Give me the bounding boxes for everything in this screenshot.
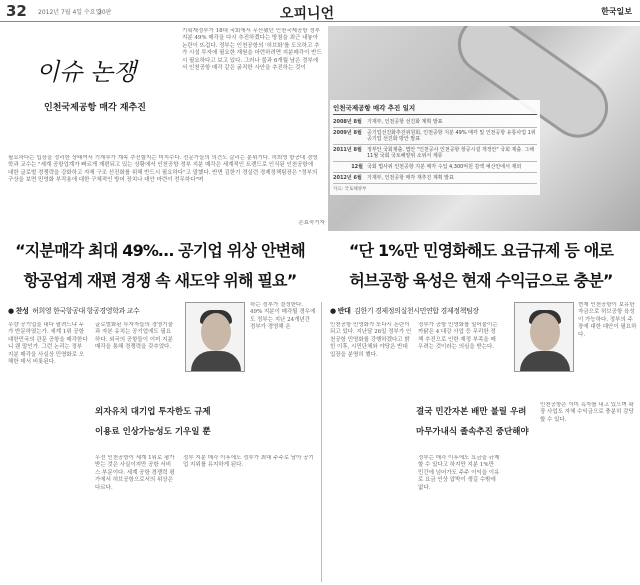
lead-text-continued: 필요하다는 입장을 정리한 상태여서 기재부가 계속 추진할지는 미지수다. 전문가들의 의견도 갈리는 분위기다. 허희영 항공대 경영학과 교수는 "세계 공항업계가 빠르게 재편되고 있는 상황에서 인천공항 정부 지분 매각은 세계적인 트렌드로 인식된 인천공항에 대한 글로벌 경쟁력을 강화하고 자체 구조 선진화를 위해 반드시 필요하다"고 말했다. 반면 김한기 경실련 경제정책팀장은 "정부의 구상을 보면 민영화 부작용에 대한 구체적인 방어 장치나 대안 마련이 전무하다"며 xyxy=(8,155,318,184)
page-number: 32 xyxy=(6,2,27,20)
timeline-title: 인천국제공항 매각 추진 일지 xyxy=(333,103,537,115)
timeline-table xyxy=(330,100,540,195)
left-body-col3: 정부 지분 매각 이후에도 정부가 최대 주주로 남아 공기업 지위를 유지하게 된다. xyxy=(183,455,314,469)
right-headline: “단 1%만 민영화해도 요금규제 등 애로 허브공항 육성은 현재 수익금으로 충분” xyxy=(348,241,614,290)
left-body-col1: 우량 공기업을 내다 팔려느냐 누가 반문하였는가. 세계 1위 공항 대한민국의 관문 공항을 매각한다니 웬 말인가. 그런 논리는 정부 지분 매각을 사실상 민영화로 오해한 데서 비롯된다. xyxy=(8,322,88,366)
left-byline: ● 찬성 허희영 한국항공대 항공경영학과 교수 xyxy=(8,307,140,315)
right-byline: ● 반대 김한기 경제정의실천시민연합 경제정책팀장 xyxy=(330,307,479,315)
timeline-source: 자료: 국토해양부 xyxy=(333,187,367,192)
left-body-col2: 글로벌화된 투자자들의 경영기술과 자본 유치는 공기업에도 필요하다. 외국의 공항들이 이미 지분 매각을 통해 경쟁력을 갖추었다. xyxy=(95,322,173,351)
issue-debate-logo: 이슈 논쟁 xyxy=(36,58,137,86)
right-body-col3: 인천공항은 이미 흑자를 내고 있으며 확장 사업도 자체 수익금으로 충분히 감당할 수 있다. xyxy=(540,402,634,423)
section-title: 오피니언 xyxy=(280,6,335,22)
timeline-row: 2008년 8월 기재부, 인천공항 선진화 계획 발표 xyxy=(333,117,537,128)
edition: 30판 xyxy=(98,9,112,16)
author-photo xyxy=(514,302,574,372)
right-body-col2b: 정부는 매각 이후에도 요금을 규제할 수 있다고 하지만 지분 1%만 민간에 넘어가도 주주 이익을 이유로 요금 인상 압박이 생길 수밖에 없다. xyxy=(418,455,500,491)
timeline-row: 12월 국회 법사위 인천공항 지분 매각 수입 4,300억원 감액 예산안에서 제외 xyxy=(333,162,537,173)
left-headline: “지분매각 최대 49%… 공기업 위상 안변해 항공업계 재편 경쟁 속 새도약 위해 필요” xyxy=(15,241,305,290)
issue-date: 2012년 7월 4일 수요일 xyxy=(38,9,102,16)
right-body-col1: 인천공항 민영화가 또다시 논란이 되고 있다. 지난달 26일 정부가 인천공항 민영화를 강행하겠다고 밝힌 이후, 시민단체와 야당은 반대 입장을 분명히 했다. xyxy=(330,322,412,358)
column-divider xyxy=(321,302,322,582)
timeline-row: 2012년 6월 기재부, 인천공항 매각 재추진 계획 발표 xyxy=(333,173,537,184)
left-body-side: 하는 정부가 결정한다. 49% 지분이 매각될 경우에도 정부는 지난 24개년간 정부가 경영해 온 xyxy=(250,302,316,331)
right-body-col2: 정부가 공항 민영화를 밀어붙이는 까닭은 4 대강 사업 등 무리한 정책 추진으로 인한 재정 부족을 메우려는 것이라는 의심을 받는다. xyxy=(418,322,498,351)
left-subhead: 외자유치 대기업 투자한도 규제 이용료 인상가능성도 기우일 뿐 xyxy=(95,407,211,437)
author-photo xyxy=(185,302,245,372)
newspaper-logo: 한국일보 xyxy=(601,7,632,16)
lead-text: 기획재정부가 18대 국회에서 무산됐던 인천국제공항 정부 지분 49% 매각을 다시 추진하겠다는 방침을 최근 내놓아 논란이 뜨겁다. 정부는 인천공항의 '허브화'를 도모하고 추가 시설 투자에 필요한 재원을 마련하려면 지분매각이 반드시 필요하다고 보고 있다. 그러나 불과 6개월 남은 정부에서 인천공항 매각 같은 굵직한 사안을 추진하는 것이 xyxy=(182,28,322,72)
timeline-row: 2011년 8월 정부안 국회제출. 법안 "인천공사 인천공항 항공시설 개정안" 국회 제출. 그해 11월 국회 국토해양위 소위서 계류 xyxy=(333,145,537,162)
right-subhead: 결국 민간자본 배만 불릴 우려 마무가내식 졸속추진 중단해야 xyxy=(416,407,529,437)
topic-title: 인천국제공항 매각 재추진 xyxy=(44,103,146,113)
reporter-byline: 손효숙기자 xyxy=(298,220,325,226)
left-body-col2b: 우선 인천공항이 세계 1위로 평가받는 것은 사실이지만 공항 서비스 부문이다. 세계 공항 경쟁력 평가에서 허브공항으로서의 위상은 다르다. xyxy=(95,455,175,491)
right-body-side: 현재 인천공항이 보유한 자금으로 허브공항 육성이 가능하다. 정부의 주장에 대한 대안이 필요하다. xyxy=(578,302,637,338)
timeline-row: 2009년 8월 공기업선진화추진위원회, 인천공항 지분 49% 매각 및 인천공항 유통사업 1위 공기업 선진화 방안 발표 xyxy=(333,128,537,145)
